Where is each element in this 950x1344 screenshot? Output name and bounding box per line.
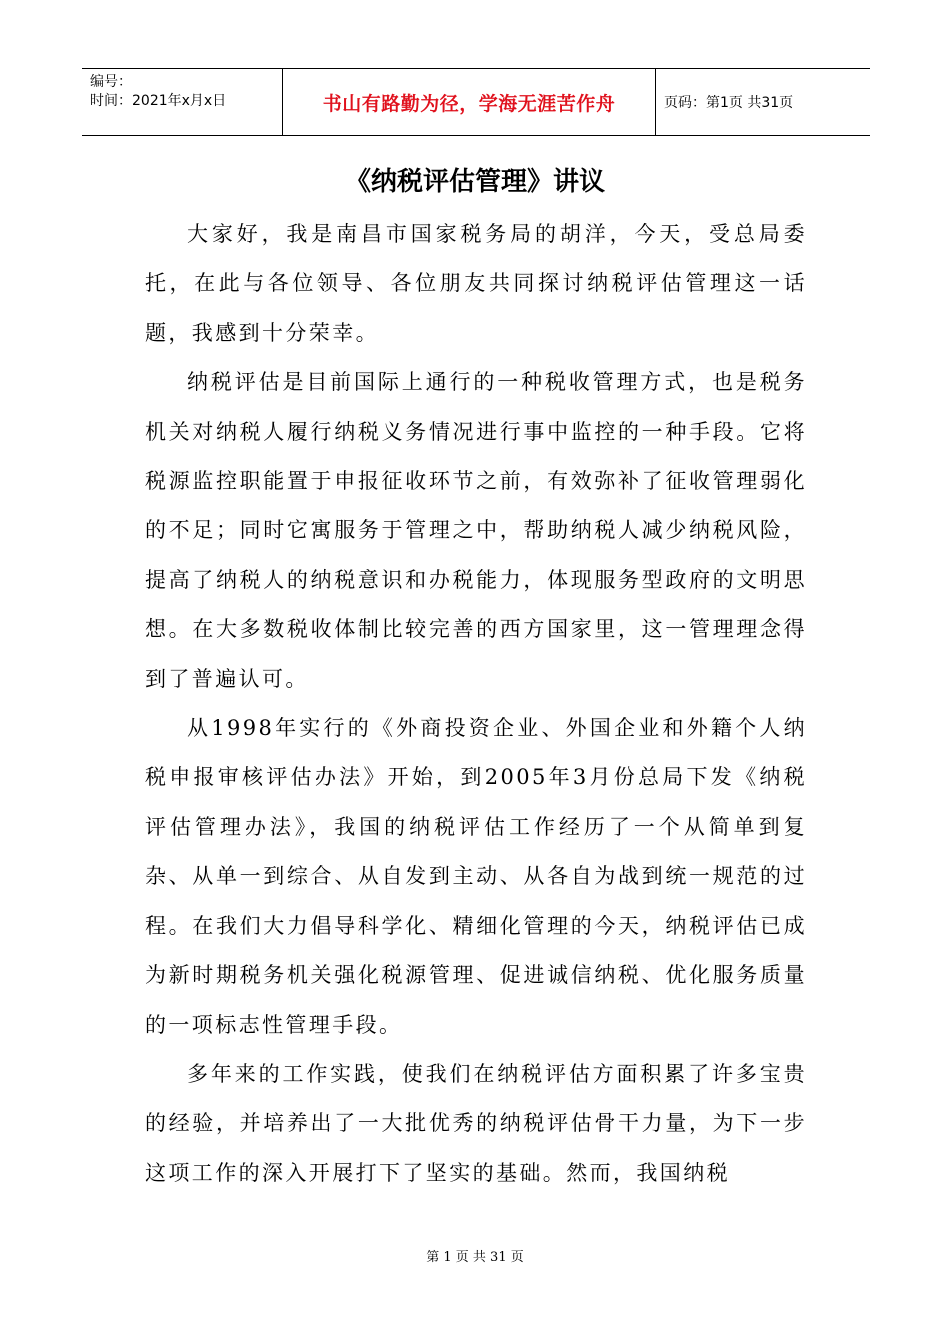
paragraph: 大家好，我是南昌市国家税务局的胡洋，今天，受总局委托，在此与各位领导、各位朋友共同探讨纳税评估管理这一话题，我感到十分荣幸。 — [145, 222, 807, 345]
header-page-info: 页码：第1页 共31页 — [664, 95, 794, 111]
header-meta — [82, 69, 282, 135]
page-footer: 第 1 页 共 31 页 — [426, 1250, 524, 1265]
document-title: 《纳税评估管理》讲议 — [344, 167, 605, 197]
paragraph: 从1998年实行的《外商投资企业、外国企业和外籍个人纳税申报审核评估办法》开始，到2005年3月份总局下发《纳税评估管理办法》，我国的纳税评估工作经历了一个从简单到复杂、从单一到综合、从自发到主动、从各自为战到统一规范的过程。在我们大力倡导科学化、精细化管理的今天，纳税评估已成为新时期税务机关强化税源管理、促进诚信纳税、优化服务质量的一项标志性管理手段。 — [145, 716, 807, 1037]
time-label: 时间：2021年x月x日 — [90, 93, 227, 109]
header-motto: 书山有路勤为径，学海无涯苦作舟 — [282, 69, 656, 135]
document-header — [82, 68, 870, 136]
number-label: 编号： — [90, 74, 132, 90]
paragraph: 多年来的工作实践，使我们在纳税评估方面积累了许多宝贵的经验，并培养出了一大批优秀的纳税评估骨干力量，为下一步这项工作的深入开展打下了坚实的基础。然而，我国纳税 — [145, 1061, 807, 1185]
paragraph: 纳税评估是目前国际上通行的一种税收管理方式，也是税务机关对纳税人履行纳税义务情况进行事中监控的一种手段。它将税源监控职能置于申报征收环节之前，有效弥补了征收管理弱化的不足；同时它寓服务于管理之中，帮助纳税人减少纳税风险，提高了纳税人的纳税意识和办税能力，体现服务型政府的文明思想。在大多数税收体制比较完善的西方国家里，这一管理理念得到了普遍认可。 — [145, 370, 807, 691]
document-body — [145, 210, 807, 1198]
